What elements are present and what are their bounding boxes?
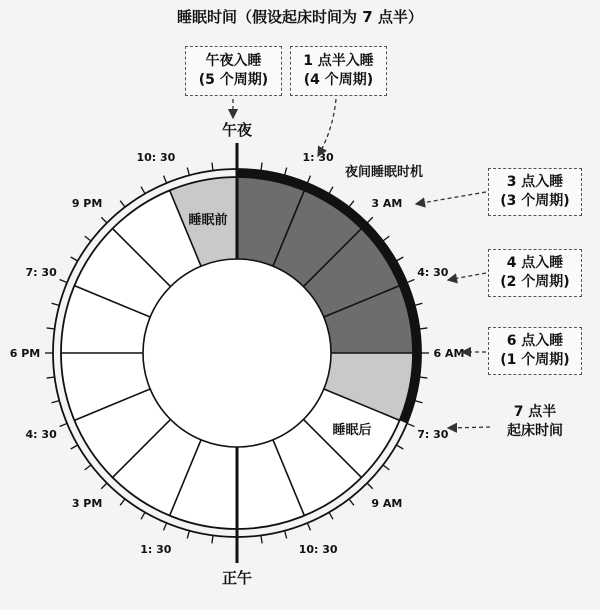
hour-label: 4: 30 bbox=[417, 265, 449, 279]
tick-mark bbox=[71, 445, 78, 449]
tick-mark bbox=[349, 201, 354, 207]
callout-three-line2: (3 个周期) bbox=[500, 193, 570, 209]
hour-label: 10: 30 bbox=[298, 542, 338, 556]
tick-mark bbox=[383, 465, 389, 470]
tick-mark bbox=[285, 168, 287, 176]
tick-mark bbox=[261, 163, 262, 171]
tick-mark bbox=[52, 401, 60, 403]
tick-mark bbox=[101, 217, 107, 223]
diagram-title: 睡眠时间（假设起床时间为 7 点半） bbox=[177, 8, 423, 26]
hour-label: 4: 30 bbox=[25, 428, 57, 442]
arrow-one-thirty bbox=[318, 99, 336, 156]
tick-mark bbox=[85, 236, 91, 241]
callout-four-thirty-line2: (2 个周期) bbox=[500, 274, 570, 290]
tick-mark bbox=[396, 445, 403, 449]
tick-mark bbox=[329, 187, 333, 194]
tick-mark bbox=[85, 465, 91, 470]
tick-mark bbox=[415, 401, 423, 403]
tick-mark bbox=[101, 483, 107, 489]
callout-midnight-line2: (5 个周期) bbox=[198, 72, 269, 88]
arrow-four-thirty bbox=[448, 273, 486, 280]
callout-four-thirty-line1: 4 点入睡 bbox=[506, 255, 564, 271]
tick-mark bbox=[164, 523, 167, 530]
hour-label: 6 AM bbox=[433, 347, 465, 360]
tick-mark bbox=[120, 201, 125, 207]
hour-label: 3 PM bbox=[71, 496, 103, 510]
hour-label: 9 PM bbox=[71, 197, 103, 211]
tick-mark bbox=[407, 280, 414, 283]
callout-six-line2: (1 个周期) bbox=[500, 352, 570, 368]
hour-label: 10: 30 bbox=[136, 151, 176, 165]
callout-one-thirty-line2: (4 个周期) bbox=[303, 72, 374, 88]
tick-mark bbox=[47, 377, 55, 378]
night-sleep-label: 夜间睡眠时机 bbox=[345, 165, 424, 180]
callout-one-thirty bbox=[290, 46, 387, 96]
tick-mark bbox=[71, 257, 78, 261]
callout-six-line1: 6 点入睡 bbox=[506, 333, 564, 349]
callout-midnight-line1: 午夜入睡 bbox=[205, 53, 262, 69]
tick-mark bbox=[52, 303, 60, 305]
tick-mark bbox=[285, 531, 287, 539]
hour-label: 3 AM bbox=[371, 197, 403, 211]
hour-label: 1: 30 bbox=[140, 542, 172, 556]
tick-mark bbox=[407, 423, 414, 426]
tick-mark bbox=[187, 168, 189, 176]
noon-label: 正午 bbox=[221, 569, 253, 587]
tick-mark bbox=[329, 512, 333, 519]
arrow-wake bbox=[448, 427, 490, 428]
callout-three-line1: 3 点入睡 bbox=[506, 174, 564, 190]
wake-time-line1: 7 点半 bbox=[513, 404, 557, 420]
tick-mark bbox=[415, 303, 423, 305]
tick-mark bbox=[164, 176, 167, 183]
callout-three bbox=[488, 168, 582, 216]
tick-mark bbox=[419, 377, 427, 378]
after-sleep-label: 睡眠后 bbox=[332, 423, 372, 438]
tick-mark bbox=[307, 176, 310, 183]
hour-label: 1: 30 bbox=[302, 151, 334, 165]
callout-one-thirty-line1: 1 点半入睡 bbox=[303, 53, 374, 69]
wake-time-label bbox=[492, 403, 578, 441]
tick-mark bbox=[60, 280, 67, 283]
tick-mark bbox=[419, 328, 427, 329]
wake-time-line2: 起床时间 bbox=[507, 423, 563, 439]
tick-mark bbox=[212, 535, 213, 543]
tick-mark bbox=[349, 499, 354, 505]
hour-label: 6 PM bbox=[9, 347, 41, 360]
tick-mark bbox=[141, 187, 145, 194]
tick-mark bbox=[367, 217, 373, 223]
before-sleep-label: 睡眠前 bbox=[188, 213, 228, 228]
tick-mark bbox=[396, 257, 403, 261]
tick-mark bbox=[261, 535, 262, 543]
callout-six bbox=[488, 327, 582, 375]
tick-mark bbox=[212, 163, 213, 171]
callout-midnight bbox=[185, 46, 282, 96]
hour-label: 7: 30 bbox=[417, 428, 449, 442]
tick-mark bbox=[187, 531, 189, 539]
tick-mark bbox=[383, 236, 389, 241]
midnight-label: 午夜 bbox=[221, 121, 253, 139]
tick-mark bbox=[47, 328, 55, 329]
inner-circle bbox=[143, 259, 331, 447]
callout-four-thirty bbox=[488, 249, 582, 297]
tick-mark bbox=[367, 483, 373, 489]
tick-mark bbox=[141, 512, 145, 519]
hour-label: 7: 30 bbox=[25, 265, 57, 279]
arrow-three bbox=[416, 192, 486, 204]
tick-mark bbox=[307, 523, 310, 530]
tick-mark bbox=[60, 423, 67, 426]
hour-label: 9 AM bbox=[371, 496, 403, 510]
tick-mark bbox=[120, 499, 125, 505]
